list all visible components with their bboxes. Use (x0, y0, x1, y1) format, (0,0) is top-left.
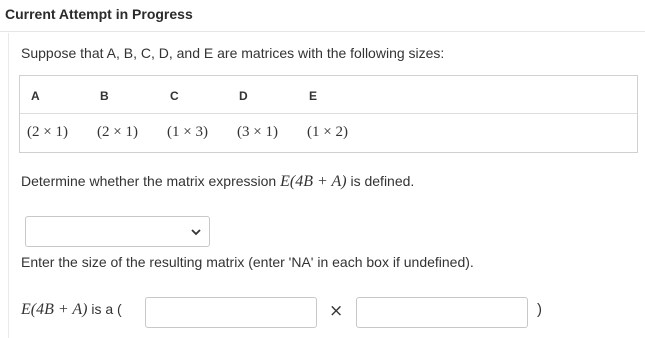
matrix-size-b: (2 × 1) (97, 124, 138, 140)
question-suffix: is defined. (346, 173, 415, 189)
rows-input[interactable] (145, 297, 317, 328)
size-expression: E(4B + A) (21, 301, 88, 318)
matrix-size-e: (1 × 2) (307, 124, 348, 140)
matrix-name-e: E (309, 89, 318, 103)
defined-select[interactable] (25, 216, 210, 247)
matrix-name-b: B (100, 89, 109, 103)
size-instruction: Enter the size of the resulting matrix (enter 'NA' in each box if undefined). (21, 254, 474, 270)
matrix-name-d: D (239, 89, 248, 103)
times-symbol: × (329, 301, 344, 321)
matrix-size-c: (1 × 3) (167, 124, 208, 140)
matrix-size-d: (3 × 1) (237, 124, 278, 140)
close-paren: ) (537, 301, 542, 318)
size-prefix-text: is a ( (87, 301, 122, 317)
attempt-header (0, 0, 645, 32)
matrix-size-a: (2 × 1) (27, 124, 68, 140)
cols-input[interactable] (356, 297, 528, 328)
matrix-expression: E(4B + A) (280, 173, 347, 190)
question-prefix: Determine whether the matrix expression (21, 173, 281, 189)
table-header-row (20, 76, 637, 114)
matrix-size-table (19, 75, 638, 153)
problem-intro: Suppose that A, B, C, D, and E are matrices with the following sizes: (21, 45, 445, 61)
question-text (21, 173, 414, 191)
matrix-name-a: A (31, 89, 40, 103)
page-title: Current Attempt in Progress (5, 6, 193, 22)
matrix-name-c: C (170, 89, 179, 103)
size-prefix (21, 301, 122, 319)
chevron-down-icon (191, 228, 201, 236)
